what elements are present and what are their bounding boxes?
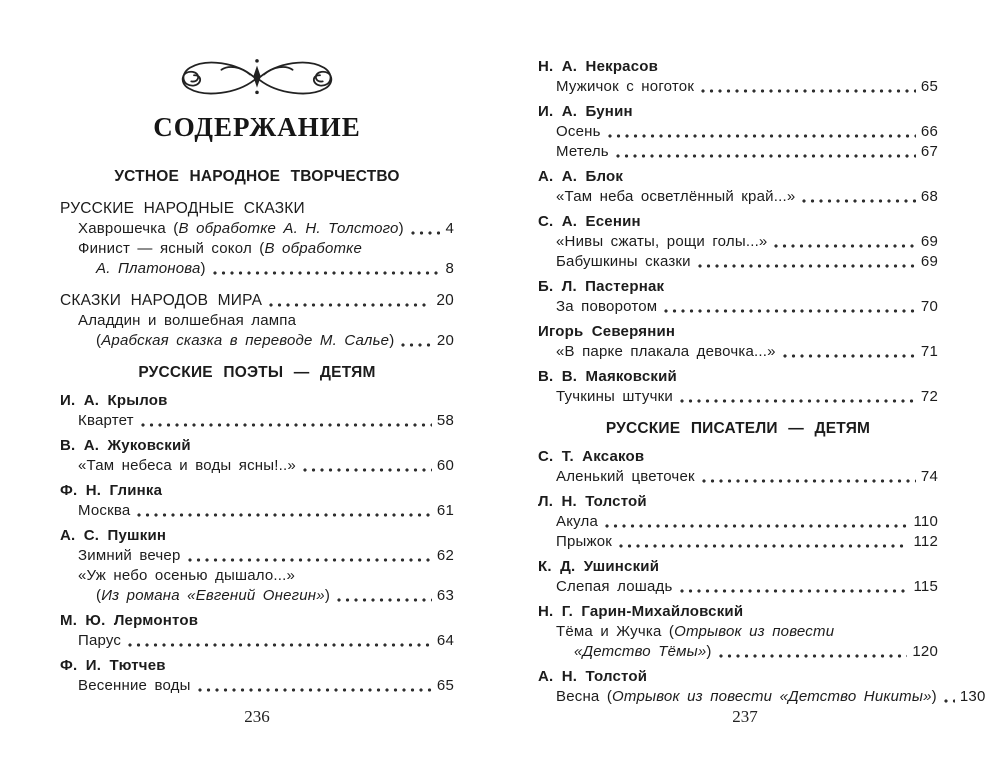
toc-entry	[60, 631, 454, 651]
entry-page-number: 67	[920, 143, 938, 160]
entry-page-number: 61	[436, 502, 454, 519]
page-left	[60, 0, 454, 696]
entry-text-italic: В обработке	[264, 240, 363, 257]
dot-leader	[302, 461, 432, 473]
toc-entry	[538, 512, 938, 532]
dot-leader	[212, 264, 441, 276]
entry-text-part: Аладдин и волшебная лампа	[78, 312, 297, 329]
entry-page-number: 115	[913, 578, 938, 595]
toc-entry	[60, 546, 454, 566]
entry-text	[60, 199, 305, 219]
entry-page-number: 66	[920, 123, 938, 140]
entry-text	[78, 501, 130, 521]
dot-leader	[618, 537, 908, 549]
entry-text-part: Тучкины штучки	[556, 388, 673, 405]
entry-page-number: 112	[913, 533, 938, 550]
section-heading: РУССКИЕ ПИСАТЕЛИ — ДЕТЯМ	[605, 420, 871, 437]
entry-text	[556, 387, 673, 407]
dot-leader	[773, 237, 915, 249]
entry-page-number: 130	[959, 688, 986, 705]
entry-page-number: 71	[920, 343, 938, 360]
dot-leader	[268, 296, 431, 308]
entry-page-number: 65	[436, 677, 454, 694]
toc-entry	[538, 687, 986, 707]
entry-text	[556, 512, 598, 532]
toc-entry	[538, 122, 938, 142]
entry-text	[556, 342, 776, 362]
toc-entry	[538, 532, 938, 552]
entry-text-part: СКАЗКИ НАРОДОВ МИРА	[60, 292, 263, 309]
entry-text	[78, 676, 191, 696]
author-name: В. В. Маяковский	[538, 368, 677, 385]
entry-text	[556, 532, 612, 552]
entry-page-number: 72	[920, 388, 938, 405]
entry-text	[78, 631, 121, 651]
entry-text-part: За поворотом	[556, 298, 658, 315]
dot-leader	[336, 591, 432, 603]
dot-leader	[136, 506, 431, 518]
entry-text-part: (	[96, 587, 102, 604]
entry-page-number: 64	[436, 632, 454, 649]
entry-text	[78, 219, 404, 239]
entry-text-part: Парус	[78, 632, 122, 649]
dot-leader	[700, 82, 916, 94]
toc-entry	[538, 252, 938, 272]
entry-text	[78, 546, 181, 566]
entry-text	[96, 259, 206, 279]
entry-text	[78, 311, 296, 331]
dot-leader	[718, 647, 908, 659]
entry-text	[60, 291, 262, 311]
entry-page-number: 110	[913, 513, 938, 530]
entry-text	[96, 586, 330, 606]
entry-text	[556, 142, 609, 162]
subsection-heading	[60, 199, 454, 219]
dot-leader	[701, 472, 916, 484]
dot-leader	[801, 192, 916, 204]
section-heading: РУССКИЕ ПОЭТЫ — ДЕТЯМ	[138, 364, 376, 381]
toc-entry	[538, 342, 938, 362]
entry-text	[556, 687, 937, 707]
toc-entry	[60, 501, 454, 521]
toc-entry	[538, 232, 938, 252]
toc-entry	[60, 586, 454, 606]
author-name: С. А. Есенин	[538, 213, 641, 230]
dot-leader	[187, 551, 432, 563]
entry-text-part: «Там небеса и воды ясны!..»	[78, 457, 296, 474]
author-name: Ф. И. Тютчев	[60, 657, 166, 674]
entry-text-part: «Там неба осветлённый край...»	[556, 188, 796, 205]
toc-entry	[538, 77, 938, 97]
entry-text-italic: В обработке А. Н. Толстого	[178, 220, 399, 237]
ornament-flourish	[168, 54, 346, 102]
entry-text-part: )	[324, 587, 331, 604]
entry-page-number: 62	[436, 547, 454, 564]
entry-page-number: 20	[436, 332, 454, 349]
toc-entry	[538, 297, 938, 317]
entry-text-part: )	[389, 332, 395, 349]
toc-column-left	[60, 167, 454, 696]
entry-text-part: «Нивы сжаты, рощи голы...»	[556, 233, 768, 250]
toc-entry	[60, 259, 454, 279]
entry-page-number: 69	[920, 233, 938, 250]
section-heading: УСТНОЕ НАРОДНОЕ ТВОРЧЕСТВО	[114, 168, 400, 185]
entry-text-italic: Из романа «Евгений Онегин»	[101, 587, 325, 604]
dot-leader	[140, 416, 432, 428]
entry-page-number: 74	[920, 468, 938, 485]
entry-text-part: Осень	[556, 123, 601, 140]
entry-page-number: 63	[436, 587, 454, 604]
author-name: А. А. Блок	[538, 168, 624, 185]
entry-page-number: 65	[920, 78, 938, 95]
entry-page-number: 69	[920, 253, 938, 270]
author-name: Н. А. Некрасов	[538, 58, 659, 75]
dot-leader	[679, 392, 916, 404]
author-name: Игорь Северянин	[538, 323, 676, 340]
entry-text-part: Финист — ясный сокол (	[78, 240, 265, 257]
entry-text-italic: Отрывок из повести «Детство Никиты»	[612, 688, 932, 705]
entry-text-part: Квартет	[78, 412, 134, 429]
entry-text-part: Метель	[556, 143, 609, 160]
entry-text-part: )	[931, 688, 937, 705]
author-name: Л. Н. Толстой	[538, 493, 647, 510]
dot-leader	[697, 257, 916, 269]
toc-entry	[60, 239, 454, 259]
toc-entry	[60, 676, 454, 696]
toc-column-right	[538, 0, 986, 707]
dot-leader	[604, 517, 908, 529]
author-name: К. Д. Ушинский	[538, 558, 660, 575]
toc-entry	[60, 456, 454, 476]
author-name: А. С. Пушкин	[60, 527, 167, 544]
dot-leader	[127, 636, 432, 648]
author-name: А. Н. Толстой	[538, 668, 648, 685]
author-name: Б. Л. Пастернак	[538, 278, 665, 295]
entry-page-number: 60	[436, 457, 454, 474]
entry-text-part: Весенние воды	[78, 677, 191, 694]
author-name: С. Т. Аксаков	[538, 448, 645, 465]
entry-text-part: )	[706, 643, 712, 660]
toc-entry	[538, 622, 938, 642]
contents-title: СОДЕРЖАНИЕ	[153, 112, 361, 142]
entry-page-number: 68	[920, 188, 938, 205]
toc-entry	[538, 187, 938, 207]
flourish-icon	[168, 54, 346, 102]
author-name: Н. Г. Гарин-Михайловский	[538, 603, 744, 620]
entry-text-part: Слепая лошадь	[556, 578, 673, 595]
entry-page-number: 20	[436, 292, 454, 309]
entry-text-part: (	[96, 332, 102, 349]
toc-entry	[538, 142, 938, 162]
author-name: В. А. Жуковский	[60, 437, 191, 454]
toc-entry	[60, 411, 454, 431]
entry-text	[78, 566, 295, 586]
entry-text-part: Хаврошечка (	[78, 220, 179, 237]
entry-page-number: 120	[912, 643, 938, 660]
entry-text	[556, 77, 694, 97]
page-right	[538, 0, 986, 707]
entry-text	[96, 331, 394, 351]
dot-leader	[400, 336, 431, 348]
toc-entry	[538, 642, 938, 662]
entry-text-italic: А. Платонова	[96, 260, 201, 277]
entry-page-number: 8	[445, 260, 454, 277]
dot-leader	[615, 147, 916, 159]
entry-text-italic: Арабская сказка в переводе М. Салье	[101, 332, 390, 349]
entry-text	[78, 411, 134, 431]
subsection-heading	[60, 291, 454, 311]
entry-text	[574, 642, 712, 662]
toc-entry	[538, 467, 938, 487]
entry-text	[78, 456, 296, 476]
entry-text-part: Москва	[78, 502, 131, 519]
toc-entry	[538, 577, 938, 597]
author-name: И. А. Крылов	[60, 392, 168, 409]
entry-text	[556, 122, 601, 142]
entry-text-part: «Уж небо осенью дышало...»	[78, 567, 296, 584]
folio-page-number-right: 237	[732, 707, 758, 726]
toc-entry	[538, 387, 938, 407]
entry-text-part: Акула	[556, 513, 599, 530]
entry-text	[556, 187, 795, 207]
toc-entry	[60, 331, 454, 351]
dot-leader	[410, 224, 441, 236]
entry-text	[556, 297, 657, 317]
dot-leader	[782, 347, 916, 359]
entry-page-number: 58	[436, 412, 454, 429]
entry-page-number: 70	[920, 298, 938, 315]
entry-text-part: «В парке плакала девочка...»	[556, 343, 776, 360]
entry-text-part: )	[398, 220, 404, 237]
entry-text-part: Бабушкины сказки	[556, 253, 691, 270]
folio-page-number-left: 236	[244, 707, 270, 726]
entry-text-part: РУССКИЕ НАРОДНЫЕ СКАЗКИ	[60, 200, 305, 217]
entry-text	[556, 577, 673, 597]
author-name: Ф. Н. Глинка	[60, 482, 163, 499]
entry-text-part: Зимний вечер	[78, 547, 181, 564]
author-name: И. А. Бунин	[538, 103, 633, 120]
author-name: М. Ю. Лермонтов	[60, 612, 199, 629]
entry-text	[556, 232, 767, 252]
entry-text-part: Мужичок с ноготок	[556, 78, 695, 95]
dot-leader	[679, 582, 909, 594]
entry-text-part: Прыжок	[556, 533, 613, 550]
entry-text-italic: Отрывок из повести	[674, 623, 835, 640]
entry-text-part: Весна (	[556, 688, 613, 705]
entry-text-part: )	[200, 260, 206, 277]
dot-leader	[663, 302, 916, 314]
toc-entry	[60, 219, 454, 239]
entry-text	[556, 467, 695, 487]
entry-text-italic: «Детство Тёмы»	[574, 643, 707, 660]
entry-text-part: Тёма и Жучка (	[556, 623, 675, 640]
toc-entry	[60, 566, 454, 586]
entry-text	[78, 239, 362, 259]
toc-entry	[60, 311, 454, 331]
dot-leader	[197, 681, 432, 693]
entry-text	[556, 252, 691, 272]
dot-leader	[607, 127, 916, 139]
entry-text-part: Аленький цветочек	[556, 468, 695, 485]
entry-text	[556, 622, 834, 642]
dot-leader	[943, 692, 955, 704]
entry-page-number: 4	[445, 220, 454, 237]
